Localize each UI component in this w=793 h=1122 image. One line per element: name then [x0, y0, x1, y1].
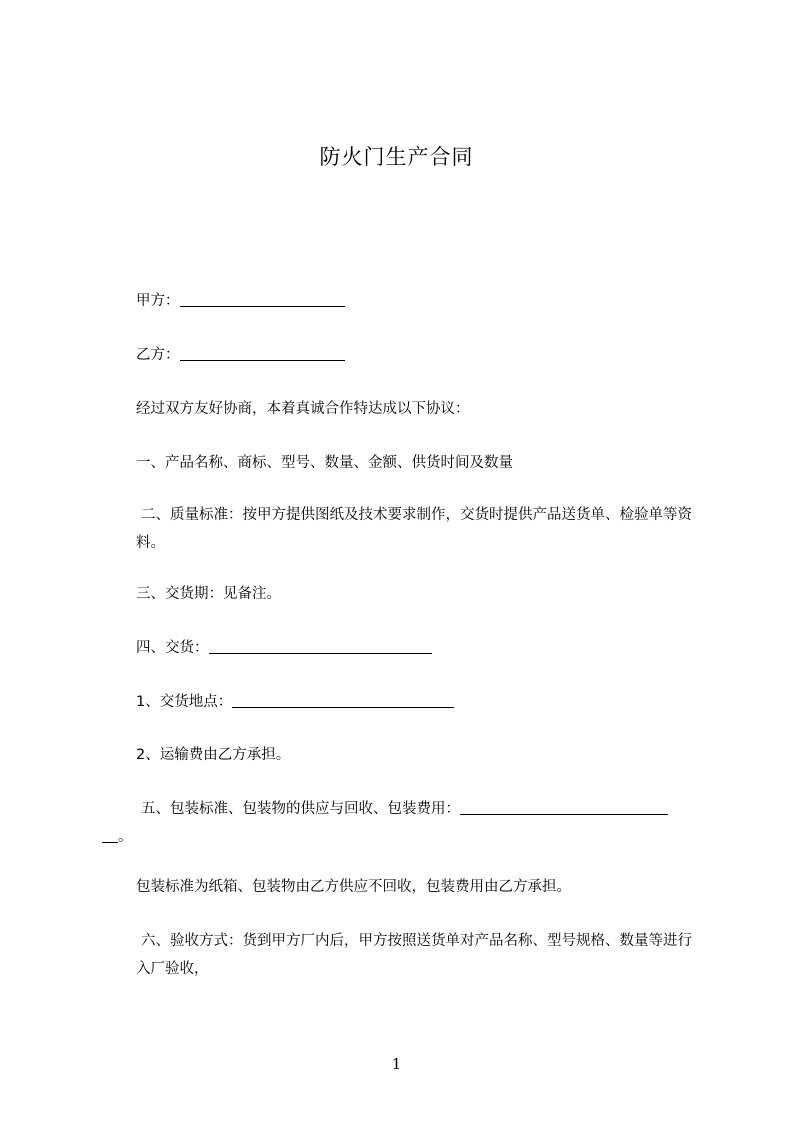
party-b-label: 乙方： [136, 347, 180, 363]
delivery-blank [209, 639, 432, 654]
clause-5-line [141, 799, 668, 819]
clause-5-end: 。 [118, 829, 133, 845]
party-a-label: 甲方： [136, 293, 180, 309]
clause-5-label: 五、包装标准、包装物的供应与回收、包装费用： [141, 801, 460, 817]
party-a-line [136, 291, 345, 311]
clause-4-2: 2、运输费由乙方承担。 [136, 747, 291, 763]
party-b-blank [180, 346, 345, 361]
clause-4-line [136, 638, 432, 658]
clause-4-1-line [136, 692, 454, 712]
clause-3: 三、交货期：见备注。 [136, 586, 281, 602]
packaging-blank [460, 800, 668, 815]
page-number: 1 [391, 1055, 402, 1073]
clause-2: 二、质量标准：按甲方提供图纸及技术要求制作，交货时提供产品送货单、检验单等资料。 [136, 507, 692, 551]
party-a-blank [180, 292, 345, 307]
intro-text: 经过双方友好协商，本着真诚合作特达成以下协议： [136, 401, 470, 417]
clause-4-label: 四、交货： [136, 640, 209, 656]
packaging-blank-continued [102, 828, 118, 843]
document-title: 防火门生产合同 [319, 145, 474, 169]
clause-5-continuation [102, 827, 133, 847]
clause-6: 六、验收方式：货到甲方厂内后，甲方按照送货单对产品名称、型号规格、数量等进行入厂验收， [136, 933, 692, 977]
delivery-location-blank [232, 693, 454, 708]
clause-1: 一、产品名称、商标、型号、数量、金额、供货时间及数量 [136, 455, 513, 471]
party-b-line [136, 345, 345, 365]
clause-4-1-label: 1、交货地点： [136, 694, 233, 710]
clause-5-note: 包装标准为纸箱、包装物由乙方供应不回收，包装费用由乙方承担。 [136, 879, 571, 895]
